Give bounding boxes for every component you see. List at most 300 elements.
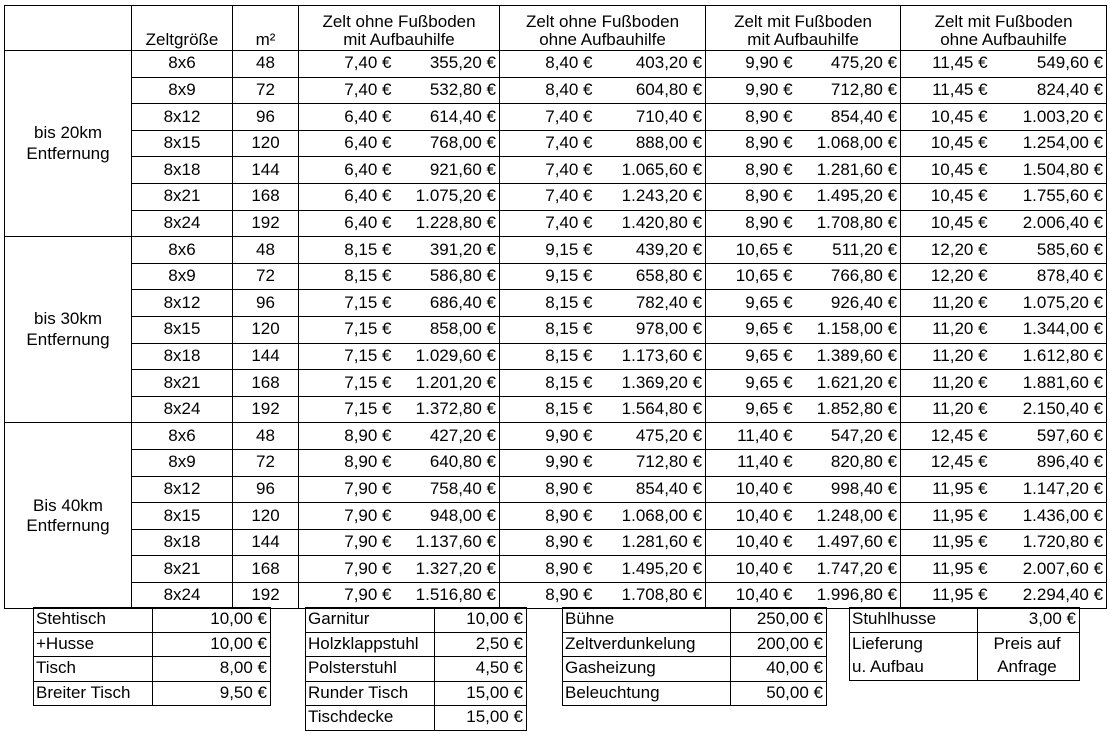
- list-item: [34, 681, 271, 706]
- floor-without-help-per-sqm: 10,45 €: [901, 157, 991, 184]
- area-sqm: 144: [233, 157, 299, 184]
- equipment-price-table: [562, 607, 827, 706]
- floor-with-help-total: 1.248,00 €: [796, 503, 901, 530]
- no-floor-with-help-per-sqm: 7,15 €: [299, 370, 395, 397]
- floor-with-help-per-sqm: 8,90 €: [706, 183, 796, 210]
- table-row: [5, 556, 1107, 583]
- no-floor-without-help-total: 978,00 €: [596, 316, 706, 343]
- header-col-3-line1: Zelt mit Fußboden: [734, 11, 873, 31]
- floor-without-help-total: 585,60 €: [991, 237, 1107, 264]
- floor-with-help-per-sqm: 10,40 €: [706, 556, 796, 583]
- no-floor-without-help-per-sqm: 8,40 €: [500, 77, 596, 104]
- header-col-3: [706, 6, 901, 51]
- tent-size: 8x15: [132, 316, 233, 343]
- floor-with-help-total: 547,20 €: [796, 423, 901, 450]
- tent-size: 8x9: [132, 77, 233, 104]
- no-floor-without-help-total: 1.068,00 €: [596, 503, 706, 530]
- area-sqm: 144: [233, 343, 299, 370]
- area-sqm: 192: [233, 210, 299, 237]
- no-floor-without-help-per-sqm: 7,40 €: [500, 130, 596, 157]
- tent-size: 8x9: [132, 449, 233, 476]
- no-floor-with-help-per-sqm: 8,15 €: [299, 237, 395, 264]
- item-label: +Husse: [34, 632, 153, 657]
- floor-with-help-total: 1.495,20 €: [796, 183, 901, 210]
- no-floor-without-help-total: 782,40 €: [596, 290, 706, 317]
- no-floor-with-help-total: 1.029,60 €: [395, 343, 500, 370]
- no-floor-with-help-per-sqm: 7,90 €: [299, 582, 395, 609]
- floor-without-help-total: 597,60 €: [991, 423, 1107, 450]
- seating-price-table: [305, 607, 527, 731]
- area-sqm: 48: [233, 423, 299, 450]
- table-row: [5, 370, 1107, 397]
- no-floor-with-help-per-sqm: 7,15 €: [299, 343, 395, 370]
- area-sqm: 192: [233, 396, 299, 423]
- area-sqm: 120: [233, 503, 299, 530]
- floor-without-help-per-sqm: 11,95 €: [901, 476, 991, 503]
- no-floor-without-help-per-sqm: 7,40 €: [500, 157, 596, 184]
- tent-size: 8x24: [132, 210, 233, 237]
- chair-cover-price: 3,00 €: [978, 608, 1080, 633]
- floor-without-help-total: 2.150,40 €: [991, 396, 1107, 423]
- no-floor-without-help-total: 1.708,80 €: [596, 582, 706, 609]
- table-row: [5, 104, 1107, 131]
- item-label: Beleuchtung: [563, 681, 731, 706]
- item-price: 10,00 €: [153, 608, 271, 633]
- no-floor-without-help-per-sqm: 7,40 €: [500, 183, 596, 210]
- price-rows: [5, 51, 1107, 609]
- no-floor-without-help-per-sqm: 8,90 €: [500, 476, 596, 503]
- no-floor-without-help-per-sqm: 8,90 €: [500, 503, 596, 530]
- item-price: 50,00 €: [731, 681, 827, 706]
- area-sqm: 72: [233, 263, 299, 290]
- floor-without-help-total: 824,40 €: [991, 77, 1107, 104]
- no-floor-with-help-per-sqm: 8,90 €: [299, 423, 395, 450]
- floor-with-help-total: 820,80 €: [796, 449, 901, 476]
- area-sqm: 120: [233, 130, 299, 157]
- table-row: [5, 529, 1107, 556]
- floor-with-help-per-sqm: 10,65 €: [706, 263, 796, 290]
- floor-with-help-total: 475,20 €: [796, 51, 901, 78]
- no-floor-with-help-per-sqm: 6,40 €: [299, 210, 395, 237]
- tent-size: 8x12: [132, 476, 233, 503]
- no-floor-with-help-per-sqm: 7,40 €: [299, 51, 395, 78]
- item-label: Holzklappstuhl: [306, 632, 435, 657]
- area-sqm: 96: [233, 290, 299, 317]
- distance-group-label: [5, 51, 132, 237]
- area-sqm: 48: [233, 51, 299, 78]
- no-floor-without-help-total: 1.173,60 €: [596, 343, 706, 370]
- floor-without-help-per-sqm: 11,20 €: [901, 396, 991, 423]
- no-floor-with-help-per-sqm: 7,90 €: [299, 529, 395, 556]
- tent-size: 8x6: [132, 237, 233, 264]
- floor-with-help-per-sqm: 11,40 €: [706, 449, 796, 476]
- no-floor-without-help-per-sqm: 7,40 €: [500, 210, 596, 237]
- no-floor-without-help-total: 1.495,20 €: [596, 556, 706, 583]
- item-price: 10,00 €: [153, 632, 271, 657]
- header-col-3-line2: mit Aufbauhilfe: [747, 30, 859, 50]
- tent-size: 8x12: [132, 290, 233, 317]
- header-col-1-line1: Zelt ohne Fußboden: [322, 11, 476, 31]
- table-row: [5, 449, 1107, 476]
- floor-without-help-total: 878,40 €: [991, 263, 1107, 290]
- header-corner: [5, 6, 132, 51]
- item-label: Garnitur: [308, 609, 370, 629]
- no-floor-without-help-total: 439,20 €: [596, 237, 706, 264]
- list-item: [850, 608, 1080, 633]
- tent-size: 8x18: [132, 529, 233, 556]
- distance-group-label: [5, 423, 132, 609]
- distance-label-line2: Entfernung: [26, 329, 110, 349]
- no-floor-with-help-total: 1.228,80 €: [395, 210, 500, 237]
- area-sqm: 48: [233, 237, 299, 264]
- no-floor-with-help-total: 1.327,20 €: [395, 556, 500, 583]
- item-price: 15,00 €: [435, 706, 527, 731]
- no-floor-without-help-total: 658,80 €: [596, 263, 706, 290]
- floor-with-help-per-sqm: 8,90 €: [706, 130, 796, 157]
- floor-with-help-total: 712,80 €: [796, 77, 901, 104]
- no-floor-with-help-total: 858,00 €: [395, 316, 500, 343]
- no-floor-without-help-per-sqm: 8,15 €: [500, 343, 596, 370]
- floor-with-help-per-sqm: 10,40 €: [706, 476, 796, 503]
- floor-without-help-per-sqm: 10,45 €: [901, 183, 991, 210]
- area-sqm: 168: [233, 556, 299, 583]
- table-row: [5, 423, 1107, 450]
- floor-with-help-per-sqm: 10,40 €: [706, 503, 796, 530]
- floor-with-help-per-sqm: 9,65 €: [706, 370, 796, 397]
- floor-with-help-total: 1.852,80 €: [796, 396, 901, 423]
- tent-size: 8x21: [132, 556, 233, 583]
- list-item: [306, 657, 527, 682]
- table-row: [5, 476, 1107, 503]
- no-floor-without-help-total: 854,40 €: [596, 476, 706, 503]
- no-floor-with-help-total: 614,40 €: [395, 104, 500, 131]
- no-floor-with-help-total: 1.075,20 €: [395, 183, 500, 210]
- item-price: 200,00 €: [731, 632, 827, 657]
- tent-size: 8x21: [132, 370, 233, 397]
- no-floor-with-help-per-sqm: 7,15 €: [299, 396, 395, 423]
- item-price: 10,00 €: [435, 608, 527, 633]
- no-floor-with-help-per-sqm: 7,90 €: [299, 476, 395, 503]
- header-size: Zeltgröße: [132, 6, 233, 51]
- floor-without-help-per-sqm: 11,95 €: [901, 582, 991, 609]
- floor-without-help-per-sqm: 11,95 €: [901, 529, 991, 556]
- list-item: [306, 632, 527, 657]
- floor-without-help-total: 1.436,00 €: [991, 503, 1107, 530]
- item-label: Bühne: [565, 609, 615, 629]
- no-floor-with-help-total: 391,20 €: [395, 237, 500, 264]
- floor-without-help-per-sqm: 12,20 €: [901, 263, 991, 290]
- furniture-price-table: [33, 607, 271, 706]
- no-floor-without-help-total: 1.243,20 €: [596, 183, 706, 210]
- header-col-4-line2: ohne Aufbauhilfe: [940, 30, 1067, 50]
- table-row: [5, 210, 1107, 237]
- floor-with-help-total: 1.158,00 €: [796, 316, 901, 343]
- floor-without-help-total: 2.007,60 €: [991, 556, 1107, 583]
- service-price-table: [849, 607, 1080, 681]
- item-label: Breiter Tisch: [34, 681, 153, 706]
- floor-without-help-total: 1.612,80 €: [991, 343, 1107, 370]
- no-floor-with-help-total: 355,20 €: [395, 51, 500, 78]
- no-floor-with-help-total: 1.372,80 €: [395, 396, 500, 423]
- floor-without-help-total: 1.075,20 €: [991, 290, 1107, 317]
- list-item: [850, 632, 1080, 656]
- item-label: Tisch: [34, 657, 153, 682]
- no-floor-with-help-total: 768,00 €: [395, 130, 500, 157]
- item-label: Runder Tisch: [306, 681, 435, 706]
- floor-with-help-total: 926,40 €: [796, 290, 901, 317]
- floor-without-help-total: 1.720,80 €: [991, 529, 1107, 556]
- no-floor-with-help-per-sqm: 7,90 €: [299, 556, 395, 583]
- distance-label-line1: bis 20km: [33, 123, 103, 143]
- tent-size: 8x24: [132, 396, 233, 423]
- floor-with-help-total: 1.068,00 €: [796, 130, 901, 157]
- no-floor-without-help-total: 712,80 €: [596, 449, 706, 476]
- floor-without-help-per-sqm: 11,45 €: [901, 51, 991, 78]
- header-col-2-line1: Zelt ohne Fußboden: [525, 11, 680, 31]
- delivery-price-line1: Preis auf: [978, 632, 1080, 656]
- no-floor-without-help-total: 475,20 €: [596, 423, 706, 450]
- floor-without-help-total: 1.147,20 €: [991, 476, 1107, 503]
- no-floor-without-help-total: 1.065,60 €: [596, 157, 706, 184]
- no-floor-without-help-total: 1.420,80 €: [596, 210, 706, 237]
- no-floor-without-help-total: 1.281,60 €: [596, 529, 706, 556]
- floor-with-help-per-sqm: 9,65 €: [706, 343, 796, 370]
- tent-size: 8x18: [132, 343, 233, 370]
- table-row: [5, 263, 1107, 290]
- floor-with-help-total: 998,40 €: [796, 476, 901, 503]
- no-floor-without-help-total: 1.564,80 €: [596, 396, 706, 423]
- table-row: [5, 130, 1107, 157]
- floor-without-help-per-sqm: 12,45 €: [901, 423, 991, 450]
- floor-with-help-per-sqm: 8,90 €: [706, 157, 796, 184]
- table-row: [5, 582, 1107, 609]
- item-price: 15,00 €: [435, 681, 527, 706]
- no-floor-with-help-total: 758,40 €: [395, 476, 500, 503]
- no-floor-without-help-total: 604,80 €: [596, 77, 706, 104]
- no-floor-with-help-total: 1.137,60 €: [395, 529, 500, 556]
- floor-without-help-per-sqm: 11,20 €: [901, 343, 991, 370]
- no-floor-with-help-total: 1.516,80 €: [395, 582, 500, 609]
- header-row: [5, 6, 1107, 51]
- no-floor-with-help-total: 948,00 €: [395, 503, 500, 530]
- no-floor-without-help-per-sqm: 9,15 €: [500, 237, 596, 264]
- floor-with-help-total: 1.281,60 €: [796, 157, 901, 184]
- floor-with-help-per-sqm: 9,90 €: [706, 77, 796, 104]
- floor-with-help-per-sqm: 10,40 €: [706, 582, 796, 609]
- no-floor-without-help-total: 403,20 €: [596, 51, 706, 78]
- item-price: 250,00 €: [731, 608, 827, 633]
- no-floor-without-help-total: 888,00 €: [596, 130, 706, 157]
- list-item: [563, 681, 827, 706]
- floor-without-help-per-sqm: 12,20 €: [901, 237, 991, 264]
- table-row: [5, 183, 1107, 210]
- list-item: [34, 657, 271, 682]
- floor-with-help-total: 1.497,60 €: [796, 529, 901, 556]
- floor-without-help-total: 549,60 €: [991, 51, 1107, 78]
- no-floor-without-help-per-sqm: 8,40 €: [500, 51, 596, 78]
- header-col-2: [500, 6, 706, 51]
- area-sqm: 72: [233, 77, 299, 104]
- floor-with-help-total: 511,20 €: [796, 237, 901, 264]
- item-label: Stehtisch: [36, 609, 106, 629]
- floor-without-help-total: 1.344,00 €: [991, 316, 1107, 343]
- no-floor-without-help-per-sqm: 9,15 €: [500, 263, 596, 290]
- no-floor-with-help-total: 686,40 €: [395, 290, 500, 317]
- table-row: [5, 157, 1107, 184]
- item-price: 8,00 €: [153, 657, 271, 682]
- tent-size: 8x24: [132, 582, 233, 609]
- no-floor-without-help-per-sqm: 7,40 €: [500, 104, 596, 131]
- area-sqm: 72: [233, 449, 299, 476]
- tent-size: 8x21: [132, 183, 233, 210]
- tent-size: 8x6: [132, 51, 233, 78]
- header-col-2-line2: ohne Aufbauhilfe: [539, 30, 666, 50]
- area-sqm: 168: [233, 183, 299, 210]
- no-floor-with-help-total: 640,80 €: [395, 449, 500, 476]
- no-floor-with-help-total: 1.201,20 €: [395, 370, 500, 397]
- floor-without-help-total: 1.254,00 €: [991, 130, 1107, 157]
- no-floor-with-help-per-sqm: 7,15 €: [299, 316, 395, 343]
- item-label: Zeltverdunkelung: [563, 632, 731, 657]
- area-sqm: 96: [233, 104, 299, 131]
- floor-with-help-per-sqm: 8,90 €: [706, 210, 796, 237]
- floor-without-help-per-sqm: 11,95 €: [901, 556, 991, 583]
- item-price: 2,50 €: [435, 632, 527, 657]
- no-floor-without-help-per-sqm: 8,90 €: [500, 529, 596, 556]
- area-sqm: 144: [233, 529, 299, 556]
- floor-with-help-per-sqm: 9,90 €: [706, 51, 796, 78]
- no-floor-with-help-per-sqm: 6,40 €: [299, 130, 395, 157]
- list-item: [34, 632, 271, 657]
- floor-with-help-per-sqm: 9,65 €: [706, 396, 796, 423]
- list-item: [563, 657, 827, 682]
- floor-with-help-total: 1.389,60 €: [796, 343, 901, 370]
- header-col-1: [299, 6, 500, 51]
- no-floor-without-help-per-sqm: 8,15 €: [500, 316, 596, 343]
- tent-size: 8x18: [132, 157, 233, 184]
- no-floor-without-help-per-sqm: 8,15 €: [500, 370, 596, 397]
- no-floor-with-help-total: 921,60 €: [395, 157, 500, 184]
- list-item: [34, 608, 271, 633]
- floor-without-help-per-sqm: 12,45 €: [901, 449, 991, 476]
- table-row: [5, 77, 1107, 104]
- tent-size: 8x9: [132, 263, 233, 290]
- header-col-4-line1: Zelt mit Fußboden: [934, 11, 1073, 31]
- tent-size: 8x6: [132, 423, 233, 450]
- no-floor-without-help-total: 1.369,20 €: [596, 370, 706, 397]
- floor-without-help-per-sqm: 11,20 €: [901, 290, 991, 317]
- floor-with-help-per-sqm: 8,90 €: [706, 104, 796, 131]
- area-sqm: 120: [233, 316, 299, 343]
- floor-with-help-per-sqm: 11,40 €: [706, 423, 796, 450]
- no-floor-without-help-per-sqm: 9,90 €: [500, 423, 596, 450]
- table-row: [5, 503, 1107, 530]
- table-row: [5, 237, 1107, 264]
- no-floor-without-help-per-sqm: 8,15 €: [500, 396, 596, 423]
- floor-with-help-total: 766,80 €: [796, 263, 901, 290]
- delivery-label-line2: u. Aufbau: [852, 657, 924, 677]
- floor-without-help-per-sqm: 10,45 €: [901, 130, 991, 157]
- floor-without-help-total: 1.003,20 €: [991, 104, 1107, 131]
- floor-with-help-per-sqm: 9,65 €: [706, 290, 796, 317]
- no-floor-without-help-per-sqm: 8,90 €: [500, 582, 596, 609]
- no-floor-with-help-total: 532,80 €: [395, 77, 500, 104]
- floor-without-help-total: 896,40 €: [991, 449, 1107, 476]
- list-item: [563, 608, 827, 633]
- tent-size: 8x15: [132, 503, 233, 530]
- no-floor-without-help-per-sqm: 8,90 €: [500, 556, 596, 583]
- delivery-label-line1: Lieferung: [850, 632, 978, 656]
- no-floor-with-help-per-sqm: 6,40 €: [299, 157, 395, 184]
- no-floor-with-help-per-sqm: 7,90 €: [299, 503, 395, 530]
- floor-without-help-per-sqm: 11,20 €: [901, 370, 991, 397]
- floor-with-help-total: 1.996,80 €: [796, 582, 901, 609]
- floor-without-help-total: 2.006,40 €: [991, 210, 1107, 237]
- floor-without-help-per-sqm: 10,45 €: [901, 104, 991, 131]
- tent-size: 8x15: [132, 130, 233, 157]
- delivery-price-line2: Anfrage: [978, 656, 1080, 680]
- floor-without-help-total: 1.755,60 €: [991, 183, 1107, 210]
- distance-label-line2: Entfernung: [26, 143, 110, 163]
- list-item: [306, 706, 527, 731]
- no-floor-with-help-per-sqm: 8,90 €: [299, 449, 395, 476]
- floor-with-help-total: 1.621,20 €: [796, 370, 901, 397]
- no-floor-without-help-per-sqm: 8,15 €: [500, 290, 596, 317]
- list-item: [306, 608, 527, 633]
- no-floor-with-help-per-sqm: 7,40 €: [299, 77, 395, 104]
- distance-label-line1: Bis 40km: [33, 495, 103, 515]
- floor-with-help-total: 854,40 €: [796, 104, 901, 131]
- item-price: 9,50 €: [153, 681, 271, 706]
- area-sqm: 192: [233, 582, 299, 609]
- no-floor-with-help-total: 427,20 €: [395, 423, 500, 450]
- area-sqm: 168: [233, 370, 299, 397]
- no-floor-with-help-per-sqm: 6,40 €: [299, 183, 395, 210]
- no-floor-without-help-total: 710,40 €: [596, 104, 706, 131]
- header-col-1-line2: mit Aufbauhilfe: [343, 30, 455, 50]
- tent-price-table: [4, 5, 1107, 609]
- chair-cover-label: Stuhlhusse: [852, 609, 937, 629]
- tent-size: 8x12: [132, 104, 233, 131]
- floor-with-help-total: 1.708,80 €: [796, 210, 901, 237]
- list-item: [306, 681, 527, 706]
- no-floor-with-help-total: 586,80 €: [395, 263, 500, 290]
- floor-without-help-per-sqm: 11,45 €: [901, 77, 991, 104]
- distance-group-label: [5, 237, 132, 423]
- floor-with-help-per-sqm: 10,65 €: [706, 237, 796, 264]
- item-label: Gasheizung: [563, 657, 731, 682]
- table-row: [5, 51, 1107, 78]
- floor-with-help-per-sqm: 9,65 €: [706, 316, 796, 343]
- no-floor-with-help-per-sqm: 6,40 €: [299, 104, 395, 131]
- table-row: [5, 290, 1107, 317]
- item-label: Tischdecke: [306, 706, 435, 731]
- no-floor-with-help-per-sqm: 8,15 €: [299, 263, 395, 290]
- no-floor-without-help-per-sqm: 9,90 €: [500, 449, 596, 476]
- list-item: [563, 632, 827, 657]
- list-item: [850, 656, 1080, 680]
- floor-without-help-total: 1.881,60 €: [991, 370, 1107, 397]
- floor-with-help-total: 1.747,20 €: [796, 556, 901, 583]
- item-label: Polsterstuhl: [306, 657, 435, 682]
- table-row: [5, 316, 1107, 343]
- distance-label-line2: Entfernung: [26, 515, 110, 535]
- floor-without-help-per-sqm: 11,20 €: [901, 316, 991, 343]
- distance-label-line1: bis 30km: [33, 309, 103, 329]
- floor-with-help-per-sqm: 10,40 €: [706, 529, 796, 556]
- item-price: 4,50 €: [435, 657, 527, 682]
- no-floor-with-help-per-sqm: 7,15 €: [299, 290, 395, 317]
